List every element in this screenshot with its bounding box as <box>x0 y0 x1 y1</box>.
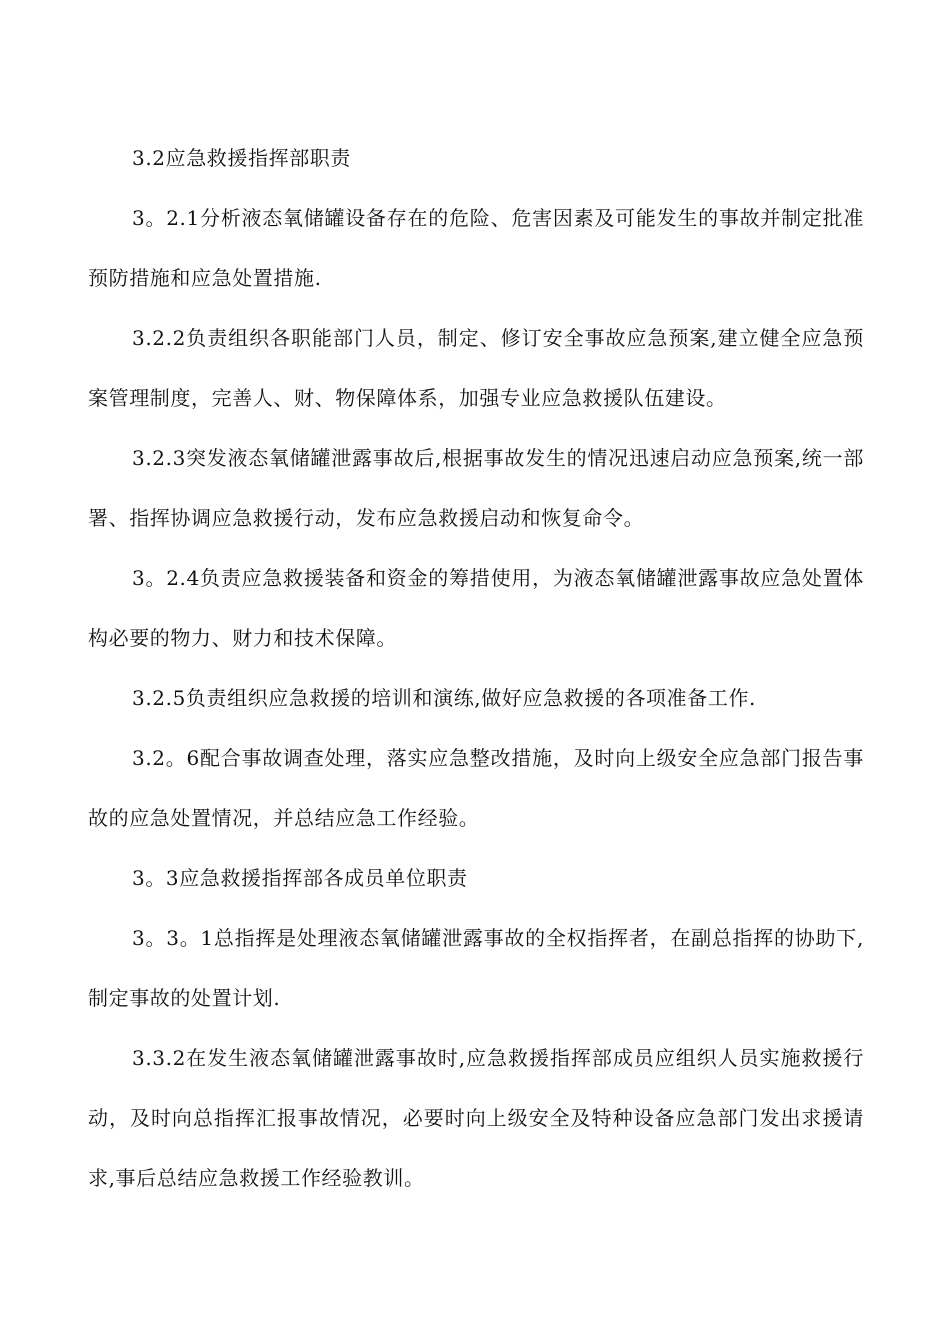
section-heading-3-2: 3.2应急救援指挥部职责 <box>132 146 352 170</box>
paragraph-3-2-4: 3。2.4负责应急救援装备和资金的筹措使用，为液态氧储罐泄露事故应急处置体构必要的物力、财力和技术保障。 <box>88 566 864 650</box>
section-heading-3-3: 3。3应急救援指挥部各成员单位职责 <box>132 866 468 890</box>
paragraph-3-2-2: 3.2.2负责组织各职能部门人员，制定、修订安全事故应急预案,建立健全应急预案管理制度，完善人、财、物保障体系，加强专业应急救援队伍建设。 <box>88 326 864 410</box>
paragraph-3-3-1: 3。3。1总指挥是处理液态氧储罐泄露事故的全权指挥者，在副总指挥的协助下,制定事故的处置计划. <box>88 926 864 1010</box>
paragraph-3-2-3: 3.2.3突发液态氧储罐泄露事故后,根据事故发生的情况迅速启动应急预案,统一部署、指挥协调应急救援行动，发布应急救援启动和恢复命令。 <box>88 446 864 530</box>
document-page <box>88 128 864 1208</box>
paragraph-3-2-1: 3。2.1分析液态氧储罐设备存在的危险、危害因素及可能发生的事故并制定批准预防措施和应急处置措施. <box>88 206 864 290</box>
paragraph-3-3-2: 3.3.2在发生液态氧储罐泄露事故时,应急救援指挥部成员应组织人员实施救援行动，及时向总指挥汇报事故情况，必要时向上级安全及特种设备应急部门发出求援请求,事后总结应急救援工作经验教训。 <box>88 1046 864 1190</box>
paragraph-3-2-6: 3.2。6配合事故调查处理，落实应急整改措施，及时向上级安全应急部门报告事故的应急处置情况，并总结应急工作经验。 <box>88 746 864 830</box>
paragraph-3-2-5: 3.2.5负责组织应急救援的培训和演练,做好应急救援的各项准备工作. <box>132 686 757 710</box>
